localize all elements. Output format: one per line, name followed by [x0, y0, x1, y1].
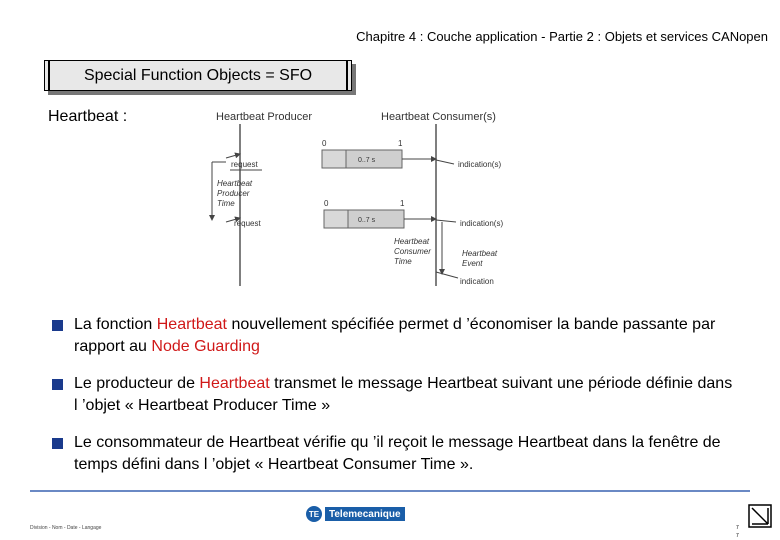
- request-label-2: request: [234, 219, 261, 228]
- msg2-bit0: 0: [324, 199, 329, 208]
- highlight-heartbeat: Heartbeat: [199, 375, 270, 392]
- square-bullet-icon: [52, 320, 63, 331]
- telemecanique-logo-icon: TE Telemecanique: [306, 506, 408, 522]
- producer-time-line3: Time: [217, 199, 235, 208]
- event-line2: Event: [462, 259, 483, 268]
- bullet-item-3: Le consommateur de Heartbeat vérifie qu ’il reçoit le message Heartbeat dans la fenêtre de temps défini dans l ’objet « Heartbeat Consumer Time ».: [50, 432, 740, 476]
- sfo-title: Special Function Objects = SFO: [83, 67, 313, 84]
- msg1-bit1: 1: [398, 139, 403, 148]
- msg2-bit1: 1: [400, 199, 405, 208]
- msg1-payload: 0..7 s: [358, 157, 376, 164]
- msg2-payload: 0..7 s: [358, 217, 376, 224]
- msg1-bit0: 0: [322, 139, 327, 148]
- bullet-list: [50, 314, 740, 491]
- bullet-item-1: La fonction Heartbeat nouvellement spécifiée permet d ’économiser la bande passante par rapport au Node Guarding: [50, 314, 740, 358]
- footer-divider: [30, 490, 750, 492]
- logo-text: Telemecanique: [325, 507, 405, 521]
- request-label-1: request: [231, 160, 258, 169]
- square-bullet-icon: [52, 379, 63, 390]
- indication-label-1: indication(s): [458, 160, 502, 169]
- consumer-time-line3: Time: [394, 257, 412, 266]
- event-line1: Heartbeat: [462, 249, 498, 258]
- indication-label-2: indication(s): [460, 219, 504, 228]
- sfo-title-box: [44, 60, 352, 91]
- highlight-node-guarding: Node Guarding: [151, 338, 260, 355]
- heartbeat-diagram: [196, 104, 526, 286]
- highlight-heartbeat: Heartbeat: [156, 316, 227, 333]
- producer-time-line2: Producer: [217, 189, 250, 198]
- page-number: 7 7: [736, 525, 739, 539]
- footer-meta: Division - Nom - Date - Langage: [30, 525, 102, 531]
- indication-label-3: indication: [460, 277, 494, 286]
- producer-label: Heartbeat Producer: [216, 111, 312, 123]
- bullet-item-2: Le producteur de Heartbeat transmet le message Heartbeat suivant une période définie dans l ’objet « Heartbeat Producer Time »: [50, 373, 740, 417]
- chapter-title: Chapitre 4 : Couche application - Partie 2 : Objets et services CANopen: [356, 29, 768, 44]
- consumer-time-line1: Heartbeat: [394, 237, 430, 246]
- exit-nav-icon[interactable]: [748, 504, 772, 528]
- msg2-box: [348, 210, 404, 228]
- heartbeat-section-label: Heartbeat :: [48, 108, 128, 125]
- square-bullet-icon: [52, 438, 63, 449]
- consumer-label: Heartbeat Consumer(s): [381, 111, 496, 123]
- consumer-time-line2: Consumer: [394, 247, 431, 256]
- producer-time-line1: Heartbeat: [217, 179, 253, 188]
